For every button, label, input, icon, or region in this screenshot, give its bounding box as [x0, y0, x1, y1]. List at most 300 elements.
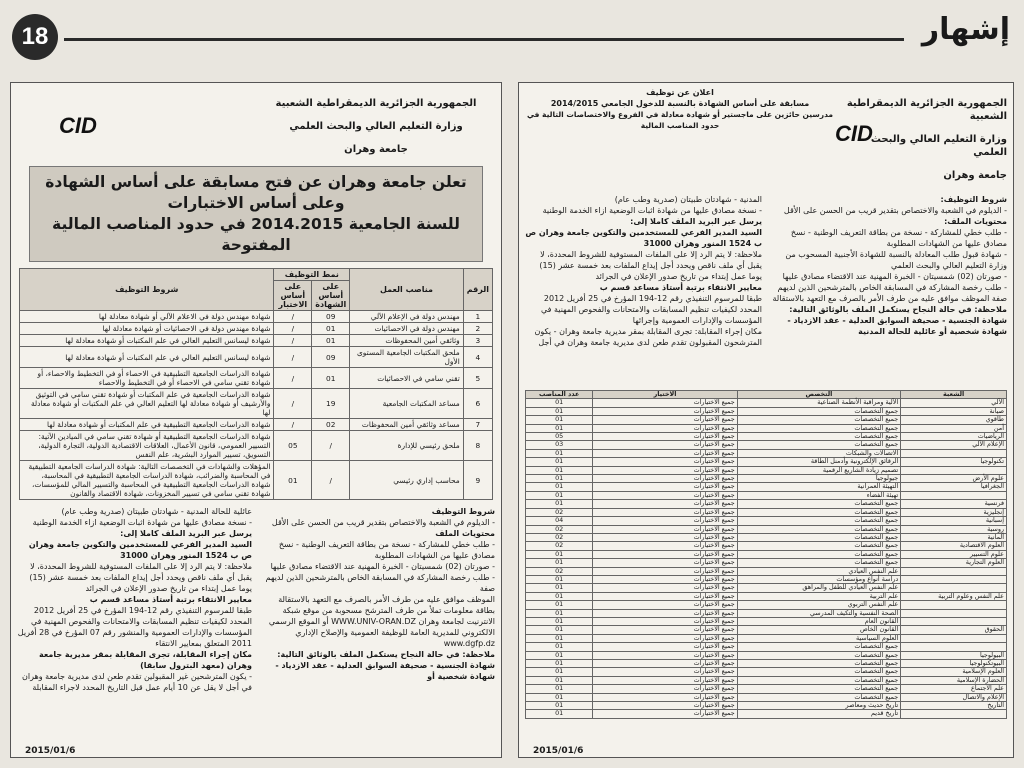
cell-count: 02 [526, 525, 593, 533]
cell-option: جميع الاختيارات [593, 584, 737, 592]
table-row [526, 660, 1007, 668]
cell-specialty: علم النفس العيادي للطفل والمراهق [737, 584, 901, 592]
page-number-badge [12, 14, 58, 60]
table-row [526, 617, 1007, 625]
th-by-exam: على أساس الاختبار [274, 281, 312, 311]
cell-branch: تكنولوجيا [901, 458, 1007, 466]
cell-specialty: علم النفس العيادي [737, 567, 901, 575]
cell-count: 02 [526, 508, 593, 516]
text-line: - صورتان (02) شمسيتان - الخبرة المهنية عند الاقتضاء مصادق عليها [782, 272, 1007, 281]
cell-branch: الجغرافيا [901, 483, 1007, 491]
table-row [526, 676, 1007, 684]
table-row [526, 458, 1007, 466]
text-line: بطاقة معلومات تملأ من طرف المترشح مسحوبة من موقع شبكة الانترنيت لجامعة وهران WWW.UNIV-ORAN.DZ أو الموقع الرسمي الالكتروني للمديرية العامة للوظيفة العمومية والإصلاح الإداري www.dgfp.dz [268, 606, 495, 648]
cell-by-exam: 05 [274, 431, 312, 461]
cell-option: جميع الاختيارات [593, 651, 737, 659]
header-line: وزارة التعليم العالي والبحث العلمي [289, 121, 463, 132]
cell-count: 02 [526, 533, 593, 541]
cell-specialty: جميع التخصصات [737, 559, 901, 567]
text-line: مكان إجراء المقابلة: تجرى المقابلة بمقر مديرية جامعة وهران - يكون المترشحون المقبولون تقدم طعن لدى مديرية جامعة وهران في أجل [534, 327, 762, 347]
cell-option: جميع الاختيارات [593, 601, 737, 609]
header-line: جامعة وهران [943, 170, 1007, 181]
table-row [526, 643, 1007, 651]
cell-branch: أمن [901, 424, 1007, 432]
cell-count: 01 [526, 710, 593, 718]
th-option: الاختيار [593, 391, 737, 399]
cell-count: 01 [526, 575, 593, 583]
cell-option: جميع الاختيارات [593, 441, 737, 449]
cell-count: 01 [526, 660, 593, 668]
text-line: يرسل عبر البريد الملف كاملا إلى: [630, 217, 762, 226]
cell-branch [901, 643, 1007, 651]
cell-branch [901, 567, 1007, 575]
cell-count: 01 [526, 466, 593, 474]
table-row [526, 449, 1007, 457]
cell-specialty: تاريخ حديث ومعاصر [737, 702, 901, 710]
cell-branch: العلوم الاقتصادية [901, 542, 1007, 550]
cell-post: ملحق المكتبات الجامعية المستوى الأول [350, 347, 464, 368]
text-line: السيد المدير الفرعي للمستخدمين والتكوين جامعة وهران ص ب 1524 المنور وهران 31000 [525, 228, 762, 248]
right-ad-text-col-2 [525, 194, 762, 390]
cell-specialty: جميع التخصصات [737, 517, 901, 525]
cell-post: مهندس دولة في الاحصائيات [350, 323, 464, 335]
cell-specialty: جميع التخصصات [737, 685, 901, 693]
table-row [526, 407, 1007, 415]
cell-count: 01 [526, 491, 593, 499]
cell-count: 02 [526, 567, 593, 575]
table-row [526, 433, 1007, 441]
text-line: - طلب رخصة المشاركة في المسابقة الخاص بالمترشحين الذين لديهم صفة [265, 573, 495, 593]
text-line: ملاحظة: في حالة النجاح يستكمل الملف بالوثائق التالية: شهادة الجنسية - صحيفة السوابق العدلية - عقد الازدياد - شهادة شخصية أو عائلية للحالة المدنية [787, 305, 1007, 336]
jobs-table-body [20, 311, 493, 500]
cell-specialty: جميع التخصصات [737, 424, 901, 432]
table-row [526, 441, 1007, 449]
cell-option: جميع الاختيارات [593, 617, 737, 625]
text-line: معايير الانتقاء برتبة أستاذ مساعد قسم ب [89, 595, 252, 604]
cell-by-exam: / [274, 323, 312, 335]
cell-option: جميع الاختيارات [593, 643, 737, 651]
text-line: - نسخة مصادق عليها من شهادة اثبات الوضعية ازاء الخدمة الوطنية [32, 518, 252, 527]
cell-option: جميع الاختيارات [593, 449, 737, 457]
cell-count: 01 [526, 651, 593, 659]
watermark-right: CID [835, 121, 873, 146]
cell-specialty: جميع التخصصات [737, 508, 901, 516]
cell-branch: التاريخ [901, 702, 1007, 710]
text-line: محتويات الملف [435, 529, 495, 538]
text-line: - طلب رخصة المشاركة في المسابقة الخاص بالمترشحين الذين لديهم صفة الموظف موافق عليه من طرف الأمر بالصرف مع التعهد بالاستقالة [772, 283, 1007, 303]
headline-line-1: تعلن جامعة وهران عن فتح مسابقة على أساس الشهادة وعلى أساس الاختبارات [45, 173, 467, 212]
text-line: - شهادة قبول طلب المعادلة بالنسبة للشهادة الأجنبية المسحوب من وزارة التعليم العالي والبحث العلمي [785, 250, 1007, 270]
cell-conditions: شهادة الدراسات الجامعية التطبيقية أو شهادة تقني سامي في الميادين الآتية: التسيير العمومي، قانون الأعمال، العلاقات الاقتصادية الدولية، التجارة الدولية، التسويق، تسيير الموارد البشرية، علم النفس [20, 431, 274, 461]
cell-count: 01 [526, 609, 593, 617]
text-line: مكان إجراء المقابلة، تجرى المقابلة بمقر مديرية جامعة وهران (معهد البترول سابقا) [39, 650, 252, 670]
cell-branch: صيانة [901, 407, 1007, 415]
header-line: جامعة وهران [344, 144, 408, 155]
cell-count: 01 [526, 416, 593, 424]
cell-count: 01 [526, 676, 593, 684]
cell-by-certificate: 09 [312, 311, 350, 323]
cell-count: 01 [526, 407, 593, 415]
cell-branch [901, 575, 1007, 583]
cell-count: 01 [526, 617, 593, 625]
cell-specialty: جميع التخصصات [737, 550, 901, 558]
cell-specialty: جميع التخصصات [737, 441, 901, 449]
cell-count: 01 [526, 668, 593, 676]
cell-count: 03 [526, 441, 593, 449]
announce-line: مسابقة على أساس الشهادة بالنسبة للدخول الجامعي 2014/2015 [550, 99, 810, 108]
cell-branch: علم الاجتماع [901, 685, 1007, 693]
cell-specialty: تهيئة الفضاء [737, 491, 901, 499]
left-ad-header [251, 83, 501, 156]
cell-option: جميع الاختيارات [593, 466, 737, 474]
table-row [20, 461, 493, 500]
cell-count: 01 [526, 449, 593, 457]
cell-branch: الآلي [901, 399, 1007, 407]
text-line: ملاحظة: لا يتم الرد إلا على الملفات المستوفية للشروط المحددة، لا يقبل أي ملف ناقص ويحدد أجل إيداع الملفات بعد خمسة عشر (15) يوما عمل إبتداء من تاريخ صدور الإعلان في الجرائد [539, 250, 762, 281]
text-line: معايير الانتقاء برتبة أستاذ مساعد قسم ب [599, 283, 762, 292]
left-ad-text-col-1 [260, 506, 495, 693]
header-line: وزارة التعليم العالي والبحث العلمي [870, 134, 1007, 158]
th-specialty: التخصص [737, 391, 901, 399]
cell-branch: ألمانية [901, 533, 1007, 541]
cell-by-certificate: 01 [312, 368, 350, 389]
cell-count: 01 [526, 550, 593, 558]
table-row [526, 575, 1007, 583]
cell-branch [901, 584, 1007, 592]
cell-option: جميع الاختيارات [593, 685, 737, 693]
cell-count: 01 [526, 475, 593, 483]
cell-branch: فرنسية [901, 500, 1007, 508]
th-conditions: شروط التوظيف [20, 269, 274, 311]
cell-number: 9 [463, 461, 492, 500]
table-row [20, 347, 493, 368]
cell-specialty: جميع التخصصات [737, 676, 901, 684]
cell-conditions: شهادة الدراسات الجامعية التطبيقية في الاحصاء أو في التخطيط والاحصاء، أو شهادة تقني سامي في الاحصاء أو في التخطيط والاحصاء [20, 368, 274, 389]
cell-number: 1 [463, 311, 492, 323]
table-row [526, 508, 1007, 516]
cell-branch: الرياضيات [901, 433, 1007, 441]
cell-branch: الحقوق [901, 626, 1007, 634]
page-number: 18 [21, 23, 49, 50]
right-advertisement [518, 82, 1014, 758]
cell-count: 01 [526, 634, 593, 642]
th-count: عدد المناصب [526, 391, 593, 399]
text-line: طبقا للمرسوم التنفيذي رقم 12-194 المؤرخ في 25 أفريل 2012 المحدد لكيفيات تنظيم المسابقات والامتحانات والفحوص المهنية في المؤسسات والإدارات العمومية وإجرائها [540, 294, 762, 325]
cell-by-exam: / [274, 311, 312, 323]
table-row [526, 542, 1007, 550]
cell-branch: العلوم الإسلامية [901, 668, 1007, 676]
cell-specialty: الاتصالات والشبكات [737, 449, 901, 457]
cell-by-exam: / [274, 419, 312, 431]
cell-specialty: القانون الخاص [737, 626, 901, 634]
cell-branch: الإعلام والاتصال [901, 693, 1007, 701]
table-row [526, 424, 1007, 432]
cell-count: 01 [526, 702, 593, 710]
cell-branch: الحضارة الإسلامية [901, 676, 1007, 684]
table-row [526, 634, 1007, 642]
cell-count: 01 [526, 643, 593, 651]
cell-option: جميع الاختيارات [593, 458, 737, 466]
table-row [20, 431, 493, 461]
cell-number: 3 [463, 335, 492, 347]
text-line: ملاحظة: لا يتم الرد إلا على الملفات المستوفية للشروط المحددة، لا يقبل أي ملف ناقص ويحدد أجل إيداع الملفات بعد خمسة عشر (15) يوما عمل إبتداء من تاريخ صدور الإعلان في الجرائد [29, 562, 252, 593]
cell-number: 2 [463, 323, 492, 335]
table-row [526, 702, 1007, 710]
text-line: طبقا للمرسوم التنفيذي رقم 12-194 المؤرخ في 25 أفريل 2012 المحدد لكيفيات تنظيم المسابقات والامتحانات والفحوص المهنية في المؤسسات والإدارات العمومية والمنشور رقم 07 المؤرخ في 28 أفريل 2011 المتعلق بمعايير الانتقاء [17, 606, 252, 648]
cell-specialty: العلوم السياسية [737, 634, 901, 642]
cell-option: جميع الاختيارات [593, 500, 737, 508]
cell-count: 01 [526, 483, 593, 491]
cell-branch [901, 609, 1007, 617]
cell-specialty: جميع التخصصات [737, 500, 901, 508]
cell-specialty: علم التربية [737, 592, 901, 600]
cell-count: 01 [526, 685, 593, 693]
table-row [526, 626, 1007, 634]
cell-option: جميع الاختيارات [593, 407, 737, 415]
cell-option: جميع الاختيارات [593, 433, 737, 441]
cell-option: جميع الاختيارات [593, 517, 737, 525]
cell-specialty: جميع التخصصات [737, 693, 901, 701]
cell-branch: علم النفس وعلوم التربية [901, 592, 1007, 600]
cell-specialty: علم النفس التربوي [737, 601, 901, 609]
table-row [20, 389, 493, 419]
cell-branch [901, 601, 1007, 609]
text-line: الموظف موافق عليه من طرف الأمر بالصرف مع التعهد بالاستقالة [278, 595, 495, 604]
table-row [20, 323, 493, 335]
table-row [526, 592, 1007, 600]
cell-option: جميع الاختيارات [593, 592, 737, 600]
announce-line: اعلان عن توظيف [646, 88, 714, 97]
text-line: - الديلوم في الشعبة والاختصاص بتقدير قريب من الحسن على الأقل [271, 518, 495, 527]
cell-specialty: جميع التخصصات [737, 433, 901, 441]
cell-specialty: جيولوجيا [737, 475, 901, 483]
cell-specialty: جميع التخصصات [737, 525, 901, 533]
cell-count: 05 [526, 433, 593, 441]
cell-option: جميع الاختيارات [593, 676, 737, 684]
table-row [526, 550, 1007, 558]
cell-post: مساعد المكتبات الجامعية [350, 389, 464, 419]
table-row [526, 693, 1007, 701]
cell-count: 01 [526, 424, 593, 432]
cell-option: جميع الاختيارات [593, 491, 737, 499]
cell-by-certificate: 19 [312, 389, 350, 419]
table-row [526, 525, 1007, 533]
cell-number: 7 [463, 419, 492, 431]
table-row [526, 533, 1007, 541]
cell-branch: البيولوجيا [901, 651, 1007, 659]
table-row [526, 685, 1007, 693]
cell-option: جميع الاختيارات [593, 693, 737, 701]
cell-specialty: تصميم زيادة الشاريع الرقمية [737, 466, 901, 474]
cell-option: جميع الاختيارات [593, 525, 737, 533]
table-row [20, 419, 493, 431]
cell-count: 01 [526, 592, 593, 600]
table-row [526, 483, 1007, 491]
cell-specialty: جميع التخصصات [737, 416, 901, 424]
table-row [526, 559, 1007, 567]
cell-specialty: الآلية ومراقبة الأنظمة الصناعية [737, 399, 901, 407]
cell-branch: العلوم التجارية [901, 559, 1007, 567]
table-row [526, 416, 1007, 424]
section-title: إشهار [921, 12, 1010, 47]
cell-option: جميع الاختيارات [593, 542, 737, 550]
cell-branch: الإعلام الآلي [901, 441, 1007, 449]
cell-by-exam: / [274, 335, 312, 347]
cell-count: 01 [526, 601, 593, 609]
cell-conditions: شهادة مهندس دولة في الاعلام الآلي أو شهادة معادلة لها [20, 311, 274, 323]
table-row [526, 710, 1007, 718]
table-row [526, 500, 1007, 508]
text-line: محتويات الملف: [944, 217, 1007, 226]
header-line: الجمهورية الجزائرية الديمقراطية الشعبية [846, 98, 1007, 122]
cell-branch: إسبانية [901, 517, 1007, 525]
table-row [526, 475, 1007, 483]
th-post: مناصب العمل [350, 269, 464, 311]
cell-by-certificate: 02 [312, 419, 350, 431]
cell-branch: طاقوي [901, 416, 1007, 424]
th-mode: نمط التوظيف [274, 269, 350, 281]
th-number: الرقم [463, 269, 492, 311]
table-row [526, 651, 1007, 659]
th-by-certificate: على أساس الشهادة [312, 281, 350, 311]
cell-option: جميع الاختيارات [593, 660, 737, 668]
headline-banner [29, 166, 483, 262]
cell-specialty: جميع التخصصات [737, 407, 901, 415]
cell-specialty: جميع التخصصات [737, 643, 901, 651]
table-header-row [526, 391, 1007, 399]
cell-branch: البيوتكنولوجيا [901, 660, 1007, 668]
cell-number: 6 [463, 389, 492, 419]
right-ad-text-col-1 [770, 194, 1007, 390]
cell-by-certificate: / [312, 461, 350, 500]
cell-by-exam: / [274, 368, 312, 389]
text-line: - نسخة مصادق عليها من شهادة اثبات الوضعية ازاء الخدمة الوطنية [542, 206, 762, 215]
cell-by-exam: 01 [274, 461, 312, 500]
cell-option: جميع الاختيارات [593, 575, 737, 583]
cell-post: مساعد وثائقي أمين المحفوظات [350, 419, 464, 431]
cell-option: جميع الاختيارات [593, 626, 737, 634]
cell-count: 01 [526, 458, 593, 466]
table-row [526, 491, 1007, 499]
cell-specialty: الصحة النفسية والتكيف المدرسي [737, 609, 901, 617]
left-advertisement [10, 82, 502, 758]
cell-option: جميع الاختيارات [593, 508, 737, 516]
cell-specialty: جميع التخصصات [737, 660, 901, 668]
positions-table-body [526, 399, 1007, 718]
cell-specialty: جميع التخصصات [737, 651, 901, 659]
text-line: السيد المدير الفرعي للمستخدمين والتكوين جامعة وهران ص ب 1524 المنور وهران 31000 [28, 540, 252, 560]
text-line: - يكون المترشحين غير المقبولين تقدم طعن لدى مديرية جامعة وهران في أجل لا يقل عن 10 أيام عمل قبل التاريخ المحدد لاجراء المقابلة [22, 672, 252, 692]
table-row [20, 335, 493, 347]
cell-option: جميع الاختيارات [593, 567, 737, 575]
cell-option: جميع الاختيارات [593, 533, 737, 541]
cell-option: جميع الاختيارات [593, 668, 737, 676]
text-line: يرسل عبر البريد الملف كاملا إلى: [120, 529, 252, 538]
text-line: - طلب خطي للمشاركة - نسخة من بطاقة التعريف الوطنية - نسخ مصادق عليها من الشهادات المطلوبة [790, 228, 1007, 248]
issue-date: 2015/01/6 [533, 746, 584, 756]
text-line: عائلية للحالة المدنية - شهادتان طبيتان (صدرية وطب عام) [61, 507, 252, 516]
cell-specialty: دراسة أنواع ومؤسسات [737, 575, 901, 583]
cell-by-certificate: 01 [312, 323, 350, 335]
watermark-left: CID [59, 113, 97, 138]
text-line: - صورتان (02) شمسيتان - الخبرة المهنية عند الاقتضاء مصادق عليها [270, 562, 495, 571]
cell-option: جميع الاختيارات [593, 475, 737, 483]
cell-conditions: شهادة ليسانس التعليم العالي في علم المكتبات أو شهادة معادلة لها [20, 347, 274, 368]
cell-count: 04 [526, 517, 593, 525]
table-row [20, 311, 493, 323]
issue-date: 2015/01/6 [25, 746, 76, 756]
cell-conditions: شهادة الدراسات الجامعية في علم المكتبات أو شهادة تقني سامي في التوثيق والأرشيف أو شهادة معادلة لها التعليم العالي في علم المكتبات أو شهادة معادلة لها [20, 389, 274, 419]
cell-specialty: تاريخ قديم [737, 710, 901, 718]
cell-conditions: شهادة مهندس دولة في الاحصائيات أو شهادة معادلة لها [20, 323, 274, 335]
cell-post: تقني سامي في الاحصائيات [350, 368, 464, 389]
header-rule [64, 38, 904, 41]
cell-option: جميع الاختيارات [593, 609, 737, 617]
cell-by-certificate: / [312, 431, 350, 461]
cell-number: 4 [463, 347, 492, 368]
cell-option: جميع الاختيارات [593, 559, 737, 567]
announce-line: مدرسين حائزين على ماجستير أو شهادة معادلة في الفروع والاختصاصات التالية في حدود المناصب المالية [526, 110, 834, 130]
cell-specialty: الرقائق الإلكترونية وأدمنل الطاقة [737, 458, 901, 466]
cell-branch: روسية [901, 525, 1007, 533]
cell-branch: علوم الأرض [901, 475, 1007, 483]
headline-line-2: للسنة الجامعية 2014.2015 في حدود المناصب المالية المفتوحة [52, 215, 460, 254]
cell-count: 01 [526, 559, 593, 567]
cell-post: ملحق رئيسي للإدارة [350, 431, 464, 461]
cell-by-certificate: 09 [312, 347, 350, 368]
cell-by-exam: / [274, 389, 312, 419]
cell-count: 01 [526, 693, 593, 701]
cell-branch: علوم التسيير [901, 550, 1007, 558]
cell-count: 01 [526, 584, 593, 592]
cell-branch [901, 634, 1007, 642]
cell-specialty: جميع التخصصات [737, 668, 901, 676]
cell-post: محاسب إداري رئيسي [350, 461, 464, 500]
text-line: ملاحظة: في حالة النجاح يستكمل الملف بالوثائق التالية: شهادة الجنسية - صحيفة السوابق العدلية - عقد الازدياد - شهادة شخصية أو [275, 650, 495, 681]
cell-count: 01 [526, 399, 593, 407]
cell-option: جميع الاختيارات [593, 550, 737, 558]
th-branch: الشعبة [901, 391, 1007, 399]
table-row [526, 466, 1007, 474]
cell-count: 01 [526, 500, 593, 508]
cell-option: جميع الاختيارات [593, 424, 737, 432]
cell-conditions: المؤهلات والشهادات في التخصصات التالية: شهادة الدراسات الجامعية التطبيقية في المحاسبة والضرائب، شهادة الدراسات الجامعية التطبيقية في المحاسبة، شهادة الدراسات الجامعية التطبيقية في المحاسبة والتسيير المالي للمؤسسات، شهادة تقني سامي في تسيير المخزونات، شهادة الاقتصاد والقانون [20, 461, 274, 500]
cell-by-certificate: 01 [312, 335, 350, 347]
cell-option: جميع الاختيارات [593, 399, 737, 407]
cell-option: جميع الاختيارات [593, 710, 737, 718]
cell-option: جميع الاختيارات [593, 702, 737, 710]
cell-number: 8 [463, 431, 492, 461]
cell-conditions: شهادة الدراسات الجامعية التطبيقية في علم المكتبات أو شهادة معادلة لها [20, 419, 274, 431]
table-row [526, 609, 1007, 617]
right-ad-announcement [525, 87, 835, 192]
text-line: - الديلوم في الشعبة والاختصاص بتقدير قريب من الحسن على الأقل [783, 206, 1007, 215]
cell-option: جميع الاختيارات [593, 483, 737, 491]
table-row [526, 668, 1007, 676]
table-row [526, 601, 1007, 609]
cell-count: 02 [526, 542, 593, 550]
cell-post: مهندس دولة في الإعلام الآلي [350, 311, 464, 323]
cell-post: وثائقي أمين المحفوظات [350, 335, 464, 347]
text-line: المدنية - شهادتان طبيتان (صدرية وطب عام) [614, 195, 762, 204]
jobs-table [19, 268, 493, 500]
table-row [526, 584, 1007, 592]
cell-by-exam: / [274, 347, 312, 368]
cell-conditions: شهادة ليسانس التعليم العالي في علم المكتبات أو شهادة معادلة لها [20, 335, 274, 347]
positions-table [525, 390, 1007, 719]
table-row [526, 567, 1007, 575]
table-header-row [20, 269, 493, 281]
